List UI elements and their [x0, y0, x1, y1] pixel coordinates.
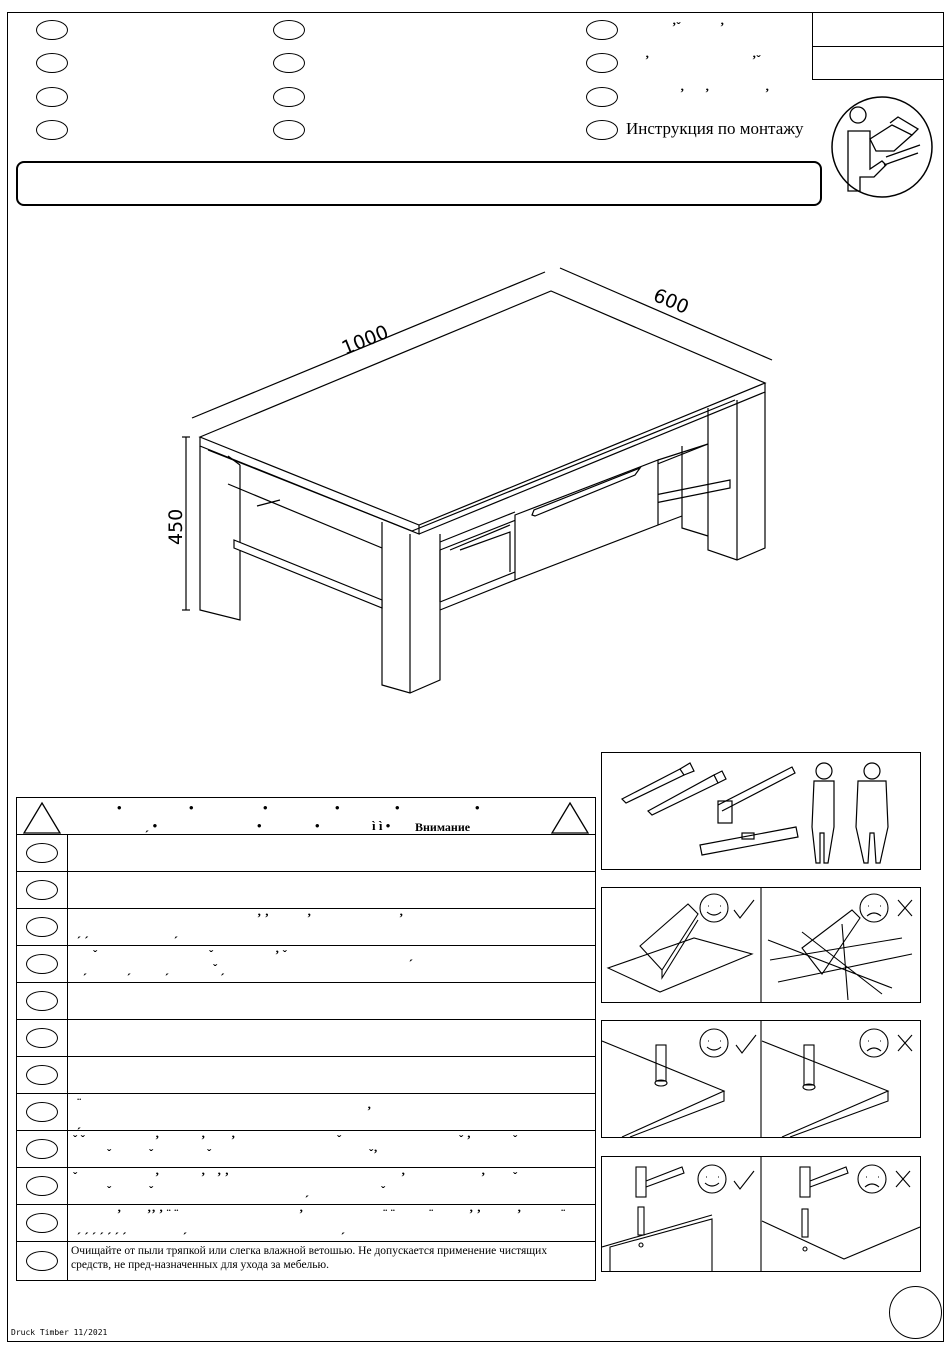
- floor-protection-panel: [601, 887, 921, 1003]
- language-oval: [273, 120, 305, 140]
- language-oval: [586, 20, 618, 40]
- language-oval: [586, 120, 618, 140]
- print-code: Druck Timber 11/2021: [11, 1328, 108, 1337]
- warning-triangle-icon: [550, 801, 590, 835]
- language-oval: [36, 87, 68, 107]
- note-row: [16, 1019, 596, 1057]
- dimension-height: 450: [165, 508, 187, 545]
- language-oval: [36, 120, 68, 140]
- language-oval: [586, 87, 618, 107]
- language-oval: [273, 53, 305, 73]
- note-row: ʼ ʼʼ ʼ ¨ ¨ ʼ ¨ ¨ ¨ ʼ ʼ ʼ ¨ ˏ ˏ ˏ ˏ ˏ ˏ ˏ ˏ ˏ: [16, 1204, 596, 1242]
- note-row: ˇ ˇ ʼ ˇ ˏ ˏ ˏ ˏ ˇ ˏ: [16, 945, 596, 983]
- note-row: ˇ ʼ ʼ ʼ ʼ ʼ ʼ ˇ ˇ ˇ ˏ ˇ: [16, 1167, 596, 1205]
- warning-header-row: • • • • • • ˏ • • • ì ì • Внимание: [16, 797, 596, 835]
- language-oval: [586, 53, 618, 73]
- note-row: [16, 1056, 596, 1094]
- note-row: ʼ ʼ ʼ ʼ ˏ ˏ ˏ: [16, 908, 596, 946]
- dimension-depth: 600: [650, 284, 693, 319]
- hammer-panel: [601, 1156, 921, 1272]
- instruction-label: Инструкция по монтажу: [626, 119, 804, 138]
- warning-triangle-icon: [22, 801, 62, 835]
- dimension-length: 1000: [338, 321, 392, 360]
- tools-illustration: [602, 753, 920, 869]
- language-oval: [36, 20, 68, 40]
- hammer-illustration: [602, 1157, 920, 1271]
- title-bar: [16, 161, 822, 206]
- note-row: ˇ ˇ ʼ ʼ ʼ ˇ ˇ ʼ ˇ ˇ ˇ ˇ ˇʼ: [16, 1130, 596, 1168]
- top-info-box: [812, 12, 944, 47]
- language-oval: [273, 20, 305, 40]
- note-row-care: [16, 1241, 596, 1281]
- language-oval: [273, 87, 305, 107]
- coffee-table-drawing: [160, 260, 800, 710]
- warning-label: Внимание: [415, 820, 471, 834]
- top-info-box: [812, 46, 944, 80]
- warnings-table: [16, 797, 596, 1286]
- note-row: [16, 871, 596, 909]
- note-row: [16, 834, 596, 872]
- tools-panel: [601, 752, 921, 870]
- dowel-panel: [601, 1020, 921, 1138]
- dowel-illustration: [602, 1021, 920, 1137]
- care-text: Очищайте от пыли тряпкой или слегка влажной ветошью. Не допускается применение чистящих средств, не пред-назначенных для ухода за мебелью.: [71, 1245, 548, 1271]
- note-row: [16, 982, 596, 1020]
- floor-protection-illustration: [602, 888, 920, 1002]
- read-instructions-icon: [830, 95, 934, 199]
- page-number-circle: [889, 1286, 942, 1339]
- note-row: ¨ ʼ ˏ: [16, 1093, 596, 1131]
- language-oval: [36, 53, 68, 73]
